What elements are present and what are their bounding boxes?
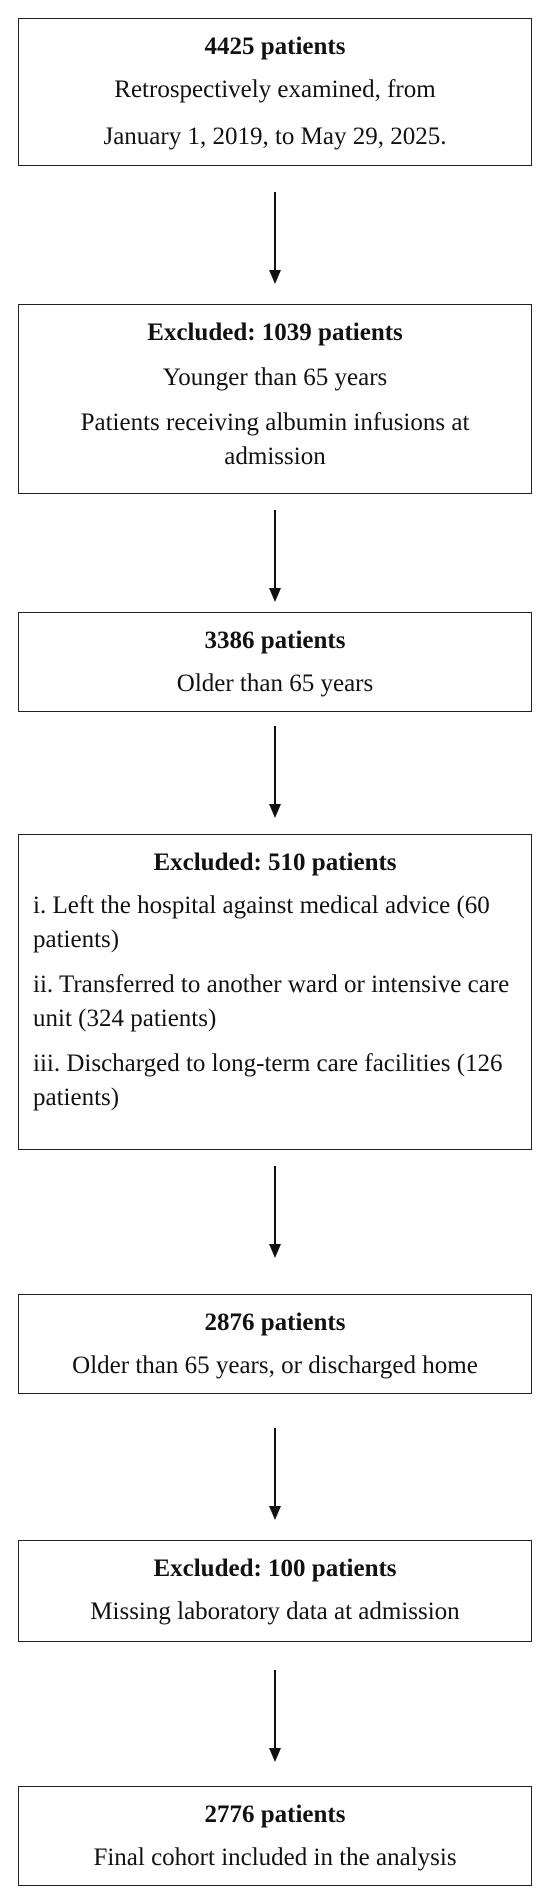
- box-cohort-2876: [18, 1294, 532, 1394]
- flow-arrow: [266, 1428, 284, 1520]
- box-line: Final cohort included in the analysis: [93, 1844, 457, 1871]
- flow-arrow: [266, 1166, 284, 1258]
- box-line: Older than 65 years, or discharged home: [72, 1352, 478, 1379]
- box-line: Retrospectively examined, from: [114, 76, 436, 103]
- flow-arrow: [266, 726, 284, 818]
- flow-arrow: [266, 510, 284, 602]
- box-title: 2876 patients: [204, 1309, 346, 1336]
- box-exclusion-3: [18, 1540, 532, 1642]
- box-title: 3386 patients: [204, 627, 346, 654]
- box-cohort-3386: [18, 612, 532, 712]
- box-exclusion-2: [18, 834, 532, 1150]
- box-line: Younger than 65 years: [162, 364, 388, 391]
- box-title: 2776 patients: [204, 1801, 346, 1828]
- box-title: Excluded: 510 patients: [153, 849, 397, 876]
- box-line: i. Left the hospital against medical advice (60 patients): [33, 892, 490, 953]
- box-line: January 1, 2019, to May 29, 2025.: [103, 123, 447, 150]
- box-line: Older than 65 years: [176, 670, 374, 697]
- box-line: iii. Discharged to long-term care facilities (126 patients): [33, 1050, 503, 1111]
- box-initial-cohort: [18, 18, 532, 166]
- box-line: Missing laboratory data at admission: [90, 1598, 460, 1625]
- box-final-cohort: [18, 1786, 532, 1886]
- box-title: Excluded: 1039 patients: [147, 319, 403, 346]
- box-title: 4425 patients: [204, 33, 346, 60]
- box-line: ii. Transferred to another ward or intensive care unit (324 patients): [33, 971, 510, 1032]
- box-exclusion-1: [18, 304, 532, 494]
- box-title: Excluded: 100 patients: [153, 1555, 397, 1582]
- flow-arrow: [266, 1670, 284, 1762]
- flow-arrow: [266, 192, 284, 284]
- box-line: Patients receiving albumin infusions at admission: [80, 409, 470, 470]
